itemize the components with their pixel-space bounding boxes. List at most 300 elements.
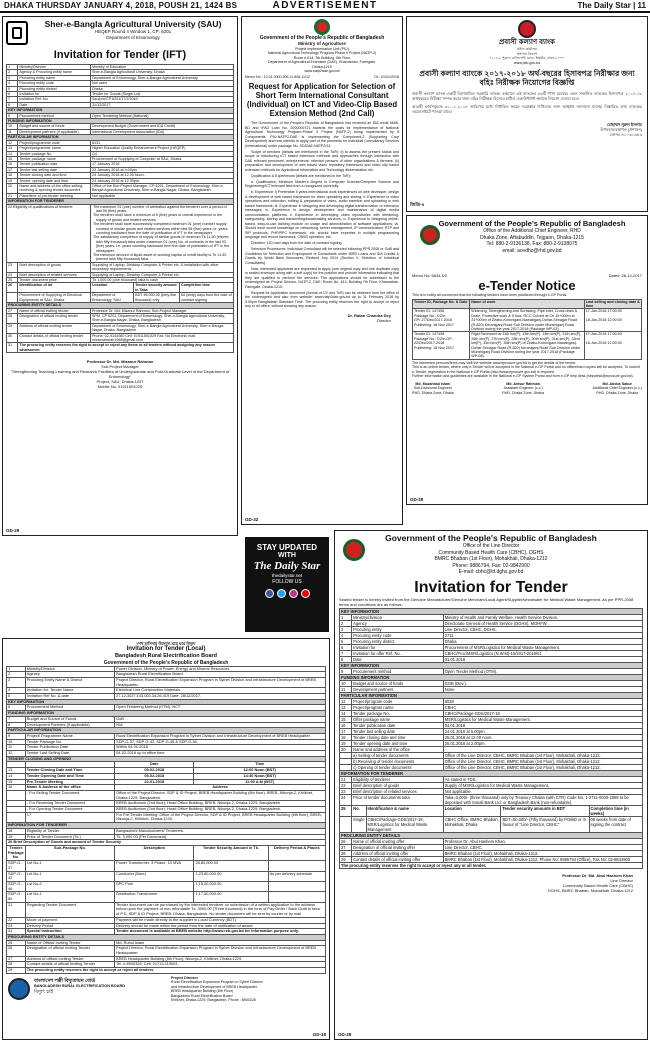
- table-cell: Agency: [25, 672, 114, 678]
- table-cell: 27: [7, 308, 18, 313]
- paragraph: Now, interested applicants are requested to apply (one original copy and one duplicate copy in sealed envelope along with a soft copy) for the position and provide information indicating that they are qualified to perform the services. The applications should be addressed to the undersigned at: Project Director, NATP-2, DAE, Room No. 614, Building 7th Floor, Khamarbari, Farmgate, Dhaka-1215.: [245, 266, 399, 289]
- table-cell: 24: [7, 272, 18, 277]
- table-cell: 20 Brief Description of Goods and amount of Tender Security: [7, 840, 326, 846]
- table-cell: Tender Security Amount in Tk.: [194, 846, 268, 861]
- table-cell: KEY INFORMATION: [340, 609, 643, 615]
- table-cell: 4: [7, 688, 26, 694]
- table-cell: CBHC Office, BMRC Bhaban, Mohakhali, Dhaka: [443, 817, 501, 833]
- sau-table: [6, 64, 234, 353]
- table-cell: Brief description of related services: [352, 789, 444, 795]
- table-cell: Completion time (in weeks): [589, 806, 642, 817]
- table-cell: 13: [7, 768, 26, 774]
- table-cell: FUNDING INFORMATION: [7, 119, 234, 124]
- table-cell: The procuring entity reserves the right to accept or reject any items or all tenders without assigning any reason whatsoever.: [18, 343, 234, 353]
- table-cell: Within 04-01-2018: [115, 745, 326, 751]
- table-cell: 9: [340, 669, 352, 675]
- header-page: The Daily Star | 11: [577, 1, 646, 10]
- sau-code: GD-29: [6, 528, 20, 533]
- table-row: [7, 871, 326, 881]
- table-cell: Supply of MSR/Logistics for Medical Waste Management.: [443, 783, 642, 789]
- table-cell: International Development Association (IDA): [90, 129, 233, 134]
- table-cell: Procurement method: [352, 669, 444, 675]
- table-cell: Invitation for offer Ref. No.: [352, 651, 444, 657]
- table-cell: BREB Auditorium (2nd floor), Head Office Building, BREB, Nikunja-2, Dhaka-1229, Bangladesh.: [115, 807, 326, 813]
- table-cell: FUNDING INFORMATION: [340, 675, 643, 681]
- table-cell: 1: [7, 65, 18, 70]
- table-cell: Not applicable: [90, 193, 233, 198]
- table-cell: 15: [7, 156, 18, 161]
- table-cell: Offer package name: [352, 717, 444, 723]
- daily-star-promo[interactable]: STAY UPDATED WITH The Daily Star thedailystar.net FOLLOW US: [245, 537, 329, 632]
- sau-tender-ad: [2, 16, 238, 536]
- table-cell: Procurement of MSR/Logistics for Medical Waste Management.: [443, 645, 642, 651]
- table-cell: 12: [7, 751, 26, 757]
- pkb-code: জিডি-৪: [410, 202, 425, 207]
- table-cell: Lot No-2: [25, 881, 114, 891]
- table-cell: Name and address of the office: [352, 747, 444, 753]
- table-cell: Office of the Line Director, CBHC, BMRC Bhaban (1st Floor), Mohakhali, Dhaka-1212.: [443, 765, 642, 771]
- paragraph: b. Experience: i) Preferable 5 years international work experiences on web developer, design & development of web based framework for video uploading and storing; ii. Experience in video operations and collection, editing & preparation of video, audio insertion and uploading in web based framework; iii. Experience in designing and developing digital transformation of extension messages; iv. Experience in design, development and maintenance of digital media communication platforms; v. Experience in developing video repositories with streaming, categorizing, storing and transmitting/broadcasting services; vi. Experience in designing online-based, easy-to-use training module on usage and administration of software applications; vii. Should have sound knowledge on networking, server management, IP communication, RTP and SIP protocols, PHP/RPC framework, etc. should have expertise in multiple programming language and recent framework, CBMS operation, etc.: [245, 190, 399, 239]
- table-cell: Procuring entity district: [352, 639, 444, 645]
- dae-logo-icon: [314, 19, 330, 35]
- table-cell: 8: [7, 722, 26, 728]
- table-cell: Tender security amounts in BDT: [501, 806, 589, 817]
- table-cell: No.: [352, 806, 366, 817]
- table-cell: Tender last selling date: [352, 729, 444, 735]
- table-cell: Supplying of Laptop, Desktop Computer & Printer etc. & installation with other necessary requirements.: [90, 262, 233, 272]
- table-cell: TENDER CLOSING AND OPENING: [7, 756, 326, 762]
- table-cell: Eligibility of tenderer: [352, 777, 444, 783]
- table-cell: Tender closing date and time: [18, 173, 91, 178]
- paragraph: The Government of the People's Republic of Bangladesh has received an IDA credit 5658-BD and IFAD Loan No. 2000000721 towards the costs for implementation of National Agricultural Technology Program-Phase II Project (NATP-2) being implemented by 5 Components, PIU-NATP2-DAE is implementing the Component-2 (Supporting Crop Development) and now intends to apply part of the proceeds for Individual Consultancy Services (International) under package No. SD/DAE-NATP2/14.: [245, 121, 399, 148]
- twitter-icon[interactable]: [277, 589, 286, 598]
- table-cell: Designation of official inviting offer: [352, 845, 444, 851]
- table-row: [7, 313, 234, 323]
- table-cell: 12:00 Noon (BST): [194, 768, 326, 774]
- table-cell: 30: [7, 333, 18, 343]
- table-cell: 5: [7, 694, 26, 700]
- table-cell: Tender publication date: [352, 723, 444, 729]
- table-cell: 31/12/2017: [90, 102, 233, 107]
- table-row: [7, 790, 326, 800]
- table-cell: SDP-G-50: [7, 892, 26, 902]
- table-cell: 23: [7, 262, 18, 272]
- dae-title: Request for Application for Selection of Short Term International Consultant (Individual) on ICT and Video-Clip Based Extension Method (2nd Call): [246, 82, 398, 118]
- table-cell: 12: [7, 140, 18, 145]
- table-cell: 04.01.2018: [443, 723, 642, 729]
- sau-logo-icon: [6, 21, 28, 45]
- table-cell: - For Selling Tender Document: [25, 790, 114, 800]
- table-cell: Not used: [90, 81, 233, 86]
- table-cell: 29: [7, 323, 18, 333]
- table-cell: 17: [340, 729, 352, 735]
- table-cell: 5: [340, 639, 352, 645]
- table-cell: [268, 892, 325, 902]
- table-cell: Department of Entomology, Sher-e-Bangla Agricultural University: [90, 75, 233, 80]
- table-cell: Tender last selling date: [18, 167, 91, 172]
- sau-signature: Professor Dr. Md. Mizanur Rahman Sub-Project Manager "Strengthening Teaching-Learning and Research Facilities at Undergraduate and Post-Graduate Level of the Department of Entomology" Project, SAU, Dhaka-1207 Mobile No. 01911501029: [10, 359, 230, 390]
- table-cell: 5028: [443, 699, 642, 705]
- cbhc-table: [339, 608, 643, 869]
- sau-subtitle: HEQEP Round 4 Window 1, CP: 6201: [94, 29, 172, 34]
- table-cell: 8: [7, 102, 18, 107]
- newspaper-header: [0, 0, 650, 13]
- paragraph: Selection Procedures: Individual Consultant will be selected following PPR 2008 or GoB and Guidelines for Selection and Employment of Consultants under IBRD Loans and IDA Credits & Grants by World Bank Borrowers, Revised July 2014 (Section V, Selection of Individual Consultants).: [245, 247, 399, 265]
- table-cell: Address of official inviting tender: [18, 323, 91, 333]
- table-cell: Budget and source of funds: [352, 681, 444, 687]
- table-cell: KEY INFORMATION: [7, 108, 234, 113]
- table-cell: Sau/pro/CP 6201/17/2/1040: [90, 97, 233, 102]
- table-cell: 04-02-2018 up to office time: [115, 751, 326, 757]
- table-cell: Time: [194, 762, 326, 768]
- table-cell: 05-02-2018: [115, 773, 194, 779]
- table-cell: Sub-Package No.: [25, 846, 114, 861]
- table-row: [7, 861, 326, 871]
- table-cell: Tender ID: 147456 Package No.: DZ/e-GP/-27/Dec/2017-2018 Publishing: 18 Nov 2017: [413, 309, 470, 332]
- table-row: [7, 946, 326, 956]
- table-cell: SDP-G-42: [7, 871, 26, 881]
- table-cell: 1: [7, 666, 26, 672]
- table-cell: CBHC/Package-GDS/2017-18: [443, 711, 642, 717]
- table-cell: 2: [7, 672, 26, 678]
- table-cell: 17-Jan-2018 17:00:00 18-Jan-2018 12:00:00: [584, 309, 641, 332]
- table-row: [7, 283, 234, 293]
- table-cell: SPM, CP 6201, Department of Entomology, Sher-e-Bangla Agricultural University, Sher-e-Bangla Nagar, Dhaka, Bangladesh: [90, 313, 233, 323]
- table-cell: Pre-Tender Meeting: [25, 779, 114, 785]
- table-cell: 10: [7, 124, 18, 129]
- table-cell: 23: [340, 789, 352, 795]
- table-cell: As per delivery schedule: [268, 871, 325, 881]
- table-cell: 22: [7, 917, 26, 923]
- table-cell: 7: [340, 651, 352, 657]
- table-cell: 3: [7, 75, 18, 80]
- table-cell: 22-01-2018: [115, 779, 194, 785]
- table-cell: 14: [7, 151, 18, 156]
- breb-table: [6, 666, 326, 974]
- dae-signature: Dr. Ratan Chandra Dey Director: [347, 312, 391, 323]
- table-cell: The procuring entity reserves the right to accept or reject all tenders: [25, 968, 325, 974]
- eligibility-item: The tenderer shall have successfully completed minimum 01 (one) number supply contract of similar goods and related services within last 05 (five) years i.e. years counting backward from the date of publication of IFT in the newspaper.: [92, 222, 228, 235]
- table-cell: 21: [7, 902, 26, 917]
- table-cell: 24: [340, 795, 352, 806]
- table-cell: 10: [340, 681, 352, 687]
- table-cell: Electrical Line Construction Materials.: [115, 688, 326, 694]
- paragraph: Scope of services (details are mentioned in the ToR): (i) to assess the present status and scope of introducing ICT based extension methods and approaches through interaction with DAE relevant personnel, entrepreneurs, relevant persons of other organizations & farmers; (ii) preparation and development of web based video repository framework and video clip based extension methods for Agricultural Information and Technology dissemination etc.: [245, 149, 399, 172]
- table-cell: 8: [340, 657, 352, 663]
- table-cell: Name of Official Inviting Tender: [25, 940, 114, 946]
- table-cell: 28: [340, 851, 352, 857]
- table-cell: 18: [7, 828, 26, 834]
- paragraph: Duration: 120 man days from the date of contract signing.: [251, 241, 343, 245]
- table-cell: Address of official Inviting Tender: [25, 956, 114, 962]
- table-cell: GoB: [115, 716, 326, 722]
- table-cell: 11: [7, 129, 18, 134]
- table-cell: Phone: 02-9144080 Cell: 01911501029 Fax: No Electronic mail: mizanrahman1968@gmail.com: [90, 333, 233, 343]
- cbhc-tender-ad: Government of the People's Republic of Bangladesh Office of the Line Director Community Based Health Care (CBHC), DGHS BMRC Bhaban (1st Floor), Mohakhali, Dhaka-1212 Phone: 9886794, Fax: 02-9842900 E-mail: cbhc@ld.dghs.gov.bd Invitation for Tender Sealed tender is hereby invited from the Genuine Manufacturer/Genuine Merchant/Local Agent/Supplier/wholesaler for Medical Waste Management. As per PPR-2008 terms and conditions are as follows: KEY INFORMATION 1 Ministry/division Ministry of Health and Family Welfare, Health Service Division. 2 Agency Directorate General of Health Service (DGHS), MOHFW. 3 Procuring entity Line Director, CBHC, DGHS. 4 Procuring entity code 2711 5 Procuring entity district Dhaka 6 Invitation for Procurement of MSR/Logistics for Medical Waste Management. 7 Invitation for offer Ref. No. CBHC/Proc/MSR/Logistics (N.W.M)-15/2017-2018/01 8 Date 01.01.2018 KEY INFORMATION 9 Procurement method Open Tender Method (OTM). FUNDING INFORMATION 10 Budget and source of funds GOB (Dev.). 11 Development partners None PARTICULAR INFORMATION 12 Project/program code 5028 13 Project/program name CBHC 14 Tender package No. CBHC/Package-GDS/2017-18 15 Offer package name MSR/Logistics for Medical Waste Management. 16 Tender publication date 04.01.2018 17 Tender last selling date 24.01.2018 at 5.00pm. 18 Tender closing date and time 25.01.2018 at 12.00 noon. 19 Tender opening date and time 25.01.2018 at 2.00pm. 20 Name and address of the office a) Selling of tender documents Office of the Line Director, CBHC, BMRC Bhaban (1st Floor), Mohakhali, Dhaka-1212. b) Receiving of tender documents Office of the Line Director, CBHC, BMRC Bhaban (1st Floor), Mohakhali, Dhaka-1212. c) Opening of tender documents Office of the Line Director, CBHC, BMRC Bhaban (1st Floor), Mohakhali, Dhaka-1212. INFORMATION FOR TENDERER 21 Eligibility of tenderer As stated in TDS. 22 Brief description of goods Supply of MSR/Logistics for Medical Waste Management. 23 Brief description of related services Not applicable. 24 Price of tender documents taka Taka=3,000/- (three thousand) only by Treasury Chalan (with CTR) Code No. 1-2711-0000-2068 to be deposited with Sonali Bank Ltd. or Bangladesh Bank (non-refundable). 25 No. Identification & name Location Tender security amounts in BDT Completion time (in weeks) Single CBHC/Package-GDS/2017-18, MSR/Logistics for Medical Waste Management CBHC Office, BMRC Bhaban, Mohakhali, Dhaka BDT=50,000/- (Fifty thousand) by PO/BD or in favour of "Line Director, CBHC" 08 weeks from date of signing the contract PROCURING ENTITY DETAILS 26 Name of official inviting offer Professor Dr. Abul Hashem Khan. 27 Designation of official inviting offer Line Director, CBHC. 28 Address of official inviting offer BMRC Bhaban (1st Floor), Mohakhali, Dhaka-1212. 29 Contact details of official inviting offer BMRC Bhaban (1st Floor), Mohakhali, Dhaka-1212. Phone No: 9886794 (Office), Fax No: 02-9842900 The procuring entity reserves the right to accept or reject any or all tender. Professor Dr. Md. Abul Hashem Khan Line Director Community Based Health Care (CBHC) DGHS, BMRC Bhaban, Mohakhali, Dhaka-1212 GD-29: [334, 530, 648, 1040]
- table-cell: 25: [340, 806, 352, 817]
- table-cell: Tk. 3,000.00 (Per Document): [115, 834, 326, 840]
- table-cell: Procuring entity code: [18, 81, 91, 86]
- table-cell: Development Partners (if applicable): [25, 722, 114, 728]
- table-cell: 14:30 Noon (BST): [194, 773, 326, 779]
- table-row: [340, 806, 643, 817]
- table-row: [340, 765, 643, 771]
- table-cell: 17 January 2018: [90, 162, 233, 167]
- rhd-signatures: Md. Mozahidul Islam Sub-Divisional Engineer RHD, Dhaka Zone, Dhaka Md. Anisur Rahman Assistant Engineer (c.c.) RHD, Dhaka Zone, Dhaka Md. Abdus Sabur Additional Chief Engineer (c.c.) RHD, Dhaka Zone, Dhaka: [412, 381, 642, 395]
- table-cell: INFORMATION FOR TENDERER: [7, 823, 326, 829]
- table-cell: SPC Pole: [115, 881, 194, 891]
- table-cell: Tender Package No.: [25, 739, 114, 745]
- table-cell: 13: [340, 705, 352, 711]
- table-row: [7, 262, 234, 272]
- table-row: [7, 968, 326, 974]
- paragraph: a. Qualification: Minimum Master's Degree in Computer Science/Computer Science and Engineering/ICT/relevant field from a recognized university.: [245, 179, 399, 188]
- table-cell: 6: [340, 645, 352, 651]
- table-cell: BMRC Bhaban (1st Floor), Mohakhali, Dhaka-1212. Phone No: 9886794 (Office), Fax No: 02-9842900: [443, 857, 642, 863]
- table-cell: Department of Entomology, SAU: [90, 293, 133, 303]
- table-cell: Name & Address of the office: [25, 785, 114, 791]
- table-cell: Office of the Sub Project Manager, CP-6201, Department of Entomology, Sher-e-Bangla Agricultural University, Sher-e-Bangla Nagar, Dhaka, Bangladesh.: [90, 183, 233, 193]
- table-cell: Tender Publication Date: [25, 745, 114, 751]
- table-cell: Invitation for: [18, 92, 91, 97]
- youtube-icon[interactable]: [301, 589, 310, 598]
- table-cell: CBHC: [443, 705, 642, 711]
- table-cell: PARTICULAR INFORMATION: [7, 728, 326, 734]
- table-cell: Taka=3,000/- (three thousand) only by Treasury Chalan (with CTR) Code No. 1-2711-0000-2068 to be deposited with Sonali Bank Ltd. or Bangladesh Bank (non-refundable).: [443, 795, 642, 806]
- table-cell: Tender ID: 147458 Package No.: DZ/e-GP-22/Dec/2017-2018 Publishing: 18 Nov 2017: [413, 332, 470, 359]
- table-cell: Agency & Procuring entity name: [18, 70, 91, 75]
- table-cell: INFORMATION FOR TENDERER: [7, 199, 234, 204]
- table-cell: [7, 812, 26, 822]
- table-cell: 26: [7, 283, 18, 293]
- table-cell: 15: [340, 717, 352, 723]
- table-cell: SDP-G-37, SDP-G-42, SDP-G-46 & SDP-G-50.: [115, 739, 326, 745]
- table-cell: MSR/Logistics for Medical Waste Management.: [443, 717, 642, 723]
- pkb-headline: প্রবাসী কল্যাণ ব্যাংকে ২০১৭-২০১৮ অর্থ-বছরের হিসাবপত্র নিরীক্ষার জন্য বহিঃ নিরীক্ষক নিয়োগের বিজ্ঞপ্তি: [419, 69, 635, 87]
- table-cell: 1,15,00,000.00: [194, 881, 268, 891]
- table-cell: Brief description of goods: [352, 783, 444, 789]
- table-cell: PARTICULAR INFORMATION: [340, 693, 643, 699]
- table-cell: 1,17,50,000.00: [194, 892, 268, 902]
- table-cell: Budget and source of funds: [18, 124, 91, 129]
- table-cell: Tender package No.: [18, 151, 91, 156]
- sau-org-name: Sher-e-Bangla Agricultural University (SAU): [44, 19, 222, 29]
- table-cell: Tender document is available at BREB website http://www.reb.gov.bd for information purpose only.: [115, 929, 326, 935]
- table-cell: 31: [7, 343, 18, 353]
- table-cell: 27: [7, 956, 26, 962]
- table-cell: Tender package No.: [352, 711, 444, 717]
- table-cell: 29: [340, 857, 352, 863]
- table-cell: Price of tender documents taka: [352, 795, 444, 806]
- table-cell: Invitation Ref No. & date: [25, 694, 114, 700]
- table-row: [7, 323, 234, 333]
- table-cell: 4: [340, 633, 352, 639]
- table-cell: Regarding Tender Document: [25, 902, 114, 917]
- table-row: [7, 846, 326, 861]
- table-cell: 3: [7, 677, 26, 687]
- table-cell: 19: [7, 178, 18, 183]
- table-cell: Project/programme name: [18, 146, 91, 151]
- table-cell: Distribution Transformer: [115, 892, 194, 902]
- rhd-table: Tender ID, Package No. & Date Name of work Last selling and closing date & time Tender ID: 147456 Package No.: DZ/e-GP/-27/Dec/2017-2018 Publishing: 18 Nov 2017 Widening, Strengthening and Surfacing, Pipe Inlet, Cross drain & Drain, Protective work & 5 Nos. RCC Culvert at Ch 10+000m to 21+000m of Zirabo-Koronigani-Nawabganj-Dohar-Srinagar Road (R-820) Keraniganj Road Sub Division under Munshiganj Road Division during the year 2017-2018 (Package WP-03). 17-Jan-2018 17:00:00 18-Jan-2018 12:00:00 Tender ID: 147458 Package No.: DZ/e-GP-22/Dec/2017-2018 Publishing: 18 Nov 2017 Rigid Pavement at 11th km(P), 13th km(P), 14th km(P), 21th km(P), 26th km(P), 27th km(P), 28th km(P), 30th km(P), 31st km(P), 32nd km(P), 33rd km(P), 36th km(P) of Zirabo-Koronigani-Nawabganj-Dohar-Srinagar Road (R-820) Keraniganj Road Sub Division under Munshiganj Road Division during the year 2017-2018 (Package WP-08). 17-Jan-2018 17:00:00 18-Jan-2018 12:00:00: [414, 299, 640, 359]
- table-cell: Price of Tender Document (Tk.): [25, 834, 114, 840]
- table-cell: 25: [7, 940, 26, 946]
- table-cell: Project Director, Rural Electrification Expansion Program in Sylhet Division and Infrastructure Development of BREB Headquarter.: [115, 946, 326, 956]
- table-cell: Address: [115, 785, 326, 791]
- table-row: [340, 817, 643, 833]
- header-date: DHAKA THURSDAY JANUARY 4, 2018, POUSH 21, 1424 BS: [4, 1, 238, 10]
- table-cell: Tender package name: [18, 156, 91, 161]
- table-row: [7, 902, 326, 917]
- eligibility-item: The tenderer shall have a minimum of 5 (five) years of overall experience in the supply of goods and related services.: [92, 213, 223, 222]
- cbhc-code: GD-29: [338, 1032, 352, 1037]
- table-cell: 6: [7, 92, 18, 97]
- table-cell: Ministry/division: [352, 615, 444, 621]
- table-cell: Location: [443, 806, 501, 817]
- table-cell: 29: [7, 968, 26, 974]
- table-row: [413, 332, 642, 359]
- table-cell: Delivery should be made within the period from the date of notification of award.: [115, 923, 326, 929]
- table-cell: Professor Dr. Md. Mizanur Rahman, Sub-Project Manager: [90, 308, 233, 313]
- table-cell: Contact details of official inviting offer: [352, 857, 444, 863]
- table-cell: Location: [90, 283, 133, 293]
- table-cell: Project Director, Rural Electrification Expansion Program in Sylhet Division and Infrastructure Development of BREB Headquarter.: [115, 677, 326, 687]
- table-row: [7, 812, 326, 822]
- table-cell: 14: [7, 773, 26, 779]
- table-cell: Office of the Line Director, CBHC, BMRC Bhaban (1st Floor), Mohakhali, Dhaka-1212.: [443, 753, 642, 759]
- table-cell: Tender opening date and time: [18, 178, 91, 183]
- table-cell: Project/ Programme Name: [25, 733, 114, 739]
- table-cell: 13: [7, 146, 18, 151]
- table-cell: c) Opening of tender documents: [352, 765, 444, 771]
- table-cell: Identification & name: [366, 806, 443, 817]
- table-cell: 18: [340, 735, 352, 741]
- table-cell: 16: [340, 723, 352, 729]
- table-cell: 24: [7, 929, 26, 935]
- table-cell: Procurement of Supplying of Computer at SAU, Dhaka.: [90, 156, 233, 161]
- table-row: [7, 183, 234, 193]
- table-cell: 17: [7, 167, 18, 172]
- table-cell: 60 (sixty) days from the date of contract signing: [181, 293, 232, 302]
- table-cell: 01.01.2018: [443, 657, 642, 663]
- table-row: [7, 677, 326, 687]
- paragraph: Request for Application document (format of CV and ToR) can be obtained from the office of the undersigned and also from website: www.natp2dae.gov.bd up to 11 February 2018 by 5.00pm Bangladesh Standard Time. The procuring entity reserves the right to accept or reject any or all offers, without showing any reason.: [245, 290, 399, 308]
- table-cell: Description: [115, 846, 194, 861]
- table-cell: Delivery Period & Places: [268, 846, 325, 861]
- table-row: 22 Eligibility of qualifications of tenderer The maximum 01 (one) number of arbitration against the tenderer over a period of last 05 (five) years. The tenderer shall have a minimum of 5 (five) years of overall experience in the supply of goods and related services. The tenderer shall have successfully completed minimum 01 (one) number supply contract of similar goods and related services within last 05 (five) years i.e. years counting backward from the date of publication of IFT in the newspaper. The satisfactory completion of supply of similar goods of minimum Tk 11.50 (eleven lakh fifty thousand) taka under maximum 01 (one) No. of contracts in the last 03 (five) years, i.e. years counting backward from the date of publication of IFT in the newspaper. The minimum amount of liquid asset or working capital or credit facility is Tk 11.50 (eleven lakh fifty thousand) taka.: [7, 204, 234, 262]
- table-cell: Higher Education Quality Enhancement Project (HEQEP): [90, 146, 233, 151]
- table-cell: CBHC/Package-GDS/2017-18, MSR/Logistics for Medical Waste Management: [366, 817, 443, 833]
- table-cell: BREB Headquarter Building (6th Floor), Nikunja-2, Khilkhet, Dhaka-1229.: [115, 956, 326, 962]
- table-cell: Office of the Line Director, CBHC, BMRC Bhaban (1st Floor), Mohakhali, Dhaka-1212.: [443, 759, 642, 765]
- table-cell: Tender Closing Date and Time: [25, 768, 114, 774]
- table-cell: Tk 1,000.00 (one thousand) taka in cash: [90, 278, 233, 283]
- table-cell: 14: [340, 711, 352, 717]
- rhd-memo: Memo No: 6834-DZ: [412, 273, 448, 278]
- table-cell: Mode of payment: [25, 917, 114, 923]
- table-cell: Single: [352, 817, 366, 833]
- table-cell: Tender security amount in Taka: [134, 283, 180, 293]
- table-cell: Dhaka: [443, 639, 642, 645]
- dae-date: Dt.: 01/01/2018: [374, 74, 399, 79]
- table-cell: 25.01.2018 at 12.00 noon.: [443, 735, 642, 741]
- table-cell: 11:00 A.M (BST): [194, 779, 326, 785]
- table-cell: Office of the Project Director, SDP & ID Project, BREB Headquarter Building (6th floor), BREB, Nikunja-2, Khilkhet, Dhaka-1229, Bangladesh.: [115, 790, 326, 800]
- table-cell: Invitation for: [352, 645, 444, 651]
- table-cell: 21: [340, 777, 352, 783]
- table-cell: 16: [7, 785, 26, 791]
- table-cell: Special Instruction: [25, 929, 114, 935]
- table-cell: a) Selling of tender documents: [352, 753, 444, 759]
- table-cell: Bangladeshi Manufacturers/ Tenderers.: [115, 828, 326, 834]
- pkb-signature: মোহাম্মদ নূরুল ইসলাম উপমহাব্যবস্থাপক (প্রশাসন) ফোনঃ ৪১০৩০৩৪৩: [600, 122, 642, 137]
- table-cell: Department of Entomology, Sher-e-Bangla Agricultural University, Sher-e-Bangla Nagar, Dhaka, Bangladesh: [90, 323, 233, 333]
- table-row: [340, 753, 643, 759]
- table-cell: Procuring Entity Name & District: [25, 677, 114, 687]
- table-cell: b) Receiving of tender documents: [352, 759, 444, 765]
- table-cell: 6131: [90, 140, 233, 145]
- table-cell: [7, 293, 18, 303]
- table-cell: 27: [340, 845, 352, 851]
- table-cell: 27.12.3027.143.003.34.26.419 Date: 28/12/2017.: [115, 694, 326, 700]
- table-cell: Procurement Method: [25, 705, 114, 711]
- eligibility-item: The minimum amount of liquid asset or working capital or credit facility is Tk 11.50 (eleven lakh fifty thousand) taka.: [92, 253, 227, 262]
- table-cell: Payment will be made directly to the supplier in Local Currency (BDT).: [115, 917, 326, 923]
- table-cell: BREB Auditorium (2nd floor), Head Office Building, BREB, Nikunja-2, Dhaka-1229, Bangladesh.: [115, 801, 326, 807]
- table-cell: KEY INFORMATION: [340, 663, 643, 669]
- table-cell: Line Director, CBHC, DGHS.: [443, 627, 642, 633]
- table-row: [340, 795, 643, 806]
- breb-logo-icon: [8, 978, 30, 1000]
- table-cell: BDT=50,000/- (Fifty thousand) by PO/BD or in favour of "Line Director, CBHC": [501, 817, 589, 833]
- table-cell: Development partners (if applicable): [18, 129, 91, 134]
- rhd-title: e-Tender Notice: [478, 278, 576, 293]
- table-cell: 16: [7, 162, 18, 167]
- rhd-code: GD-29: [410, 497, 424, 502]
- table-cell: Md. Ruhul Islam: [115, 940, 326, 946]
- table-cell: 23 January 2018 at 4.00pm.: [90, 167, 233, 172]
- sau-title: Invitation for Tender (IFT): [53, 49, 187, 61]
- table-cell: Tender opening date and time: [352, 741, 444, 747]
- header-section: ADVERTISEMENT: [272, 0, 378, 11]
- dae-consultant-ad: Government of the People's Republic of Bangladesh Ministry of Agriculture Project Implementation Unit (PIU) National Agricultural Technology Program-Phase II Project (NATP-2) Room # 614, 7th Building, 6th Floor Department of Agricultural Extension (DAE), Khamarbari, Farmgate, Dhaka-1215 www.natp2dae.gov.bd Memo No.: 12.01.0000.505.11.808.11/12 Dt.: 01/01/2018 Request for Application for Selection of Short Term International Consultant (Individual) on ICT and Video-Clip Based Extension Method (2nd Call) The Government of the People's Republic of Bangladesh has received an IDA credit 5658-BD and IFAD Loan No. 2000000721 towards the costs for implementation of National Agricultural Technology Program-Phase II Project (NATP-2) being implemented by 5 Components, PIU-NATP2-DAE is implementing the Component-2 (Supporting Crop Development) and now intends to apply part of the proceeds for Individual Consultancy Services (International) under package No. SD/DAE-NATP2/14. Scope of services (details are mentioned in the ToR): (i) to assess the present status and scope of introducing ICT based extension methods and approaches through interaction with DAE relevant personnel, entrepreneurs, relevant persons of other organizations & farmers; (ii) preparation and development of web based video repository framework and video clip based extension methods for Agricultural Information and Technology dissemination etc. Qualification & Experiences (details are mentioned in the ToR): a. Qualification: Minimum Master's Degree in Computer Science/Computer Science and Engineering/ICT/relevant field from a recognized university. b. Experience: i) Preferable 5 years international work experiences on web developer, design & development of web based framework for video uploading and storing; ii. Experience in video operations and collection, editing & preparation of video, audio insertion and uploading in web based framework; iii. Experience in designing and developing digital transformation of extension messages; iv. Experience in design, development and maintenance of digital media communication platforms; v. Experience in developing video repositories with streaming, categorizing, storing and transmitting/broadcasting services; vi. Experience in designing online-based, easy-to-use training module on usage and administration of software applications; vii. Should have sound knowledge on networking, server management, IP communication, RTP and SIP protocols, PHP/RPC framework, etc. should have expertise in multiple programming language and recent framework, CBMS operation, etc. Duration: 120 man days from the date of contract signing. Selection Procedures: Individual Consultant will be selected following PPR 2008 or GoB and Guidelines for Selection and Employment of Consultants under IBRD Loans and IDA Credits & Grants by World Bank Borrowers, Revised July 2014 (Section V, Selection of Individual Consultants). Now, interested applicants are requested to apply (one original copy and one duplicate copy in sealed envelope along with a soft copy) for the position and provide information indicating that they are qualified to perform the services. The applications should be addressed to the undersigned at: Project Director, NATP-2, DAE, Room No. 614, Building 7th Floor, Khamarbari, Farmgate, Dhaka-1215. Request for Application document (format of CV and ToR) can be obtained from the office of the undersigned and also from website: www.natp2dae.gov.bd up to 11 February 2018 by 5.00pm Bangladesh Standard Time. The procuring entity reserves the right to accept or reject any or all offers, without showing any reason. Dr. Ratan Chandra Dey Director GD-32: [241, 16, 403, 525]
- table-cell: Name of official inviting offer: [352, 839, 444, 845]
- table-cell: Eligibility of Tender: [25, 828, 114, 834]
- table-cell: Development partners: [352, 687, 444, 693]
- table-cell: Contact details of official Inviting Tender: [25, 962, 114, 968]
- table-cell: Procuring entity name: [18, 75, 91, 80]
- table-row: [7, 333, 234, 343]
- table-cell: Tender document price: [18, 278, 91, 283]
- table-cell: Widening, Strengthening and Surfacing, Pipe Inlet, Cross drain & Drain, Protective work & 5 Nos. RCC Culvert at Ch 10+000m to 21+000m of Zirabo-Koronigani-Nawabganj-Dohar-Srinagar Road (R-820) Keraniganj Road Sub Division under Munshiganj Road Division during the year 2017-2018 (Package WP-03).: [470, 309, 585, 332]
- table-cell: Not applicable.: [443, 789, 642, 795]
- table-cell: Ministry of Education: [90, 65, 233, 70]
- table-cell: 17-Jan-2018 17:00:00 18-Jan-2018 12:00:00: [584, 332, 641, 359]
- table-cell: Identification of lot: [18, 283, 91, 293]
- table-cell: 10: [7, 739, 26, 745]
- table-cell: Tender Opening Date and Time: [25, 773, 114, 779]
- facebook-icon[interactable]: [265, 589, 274, 598]
- table-cell: 28,80,000.00: [194, 861, 268, 871]
- table-cell: Supplying of Laptop, Desktop Computer & Printer etc.: [90, 272, 233, 277]
- table-cell: GOB (Dev.).: [443, 681, 642, 687]
- table-cell: Ministry/Division: [18, 65, 91, 70]
- table-cell: 9: [7, 113, 18, 118]
- table-cell: 25.01.2018 at 2.00pm.: [443, 741, 642, 747]
- breb-footer: বাংলাদেশ পল্লী বিদ্যুতায়ন বোর্ড BANGLADESH RURAL ELECTRIFICATION BOARD বিদ্যুৎ চাই Project Director Rural Electrification Expansion Program in Sylhet Division and Infrastructure Development of BREB Headquarter BREB Headquarter Building (6th Floor) Bangladesh Rural Electrification Board Khilkhet, Dhaka-1229, Bangladesh, Phone : 8900326: [6, 976, 326, 1012]
- instagram-icon[interactable]: [289, 589, 298, 598]
- table-cell: Ministry/Division: [25, 666, 114, 672]
